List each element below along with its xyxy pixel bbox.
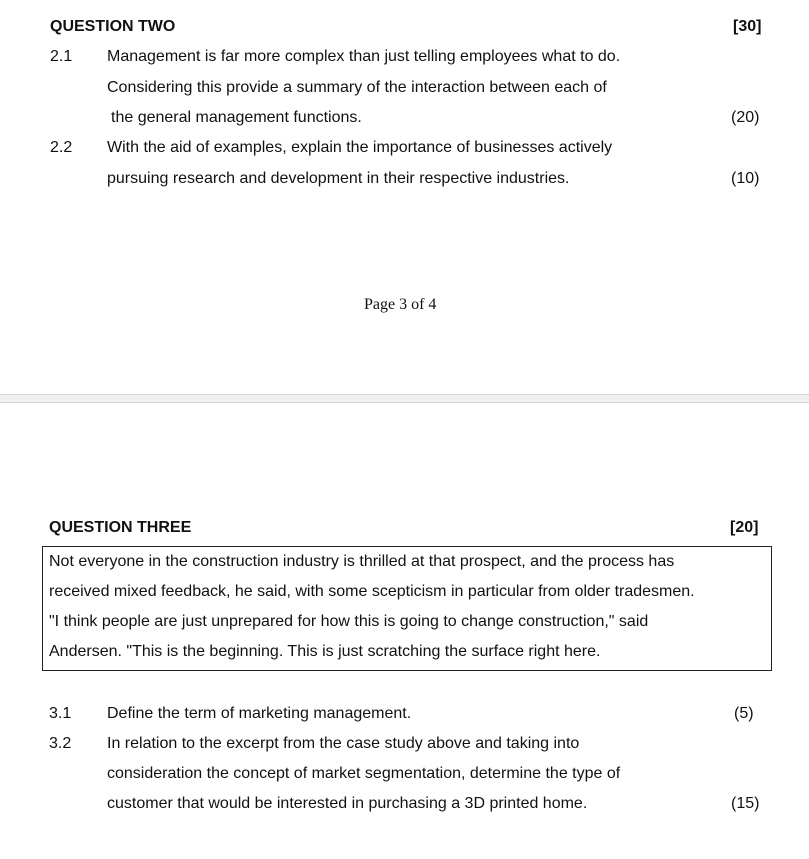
question-3-2-marks: (15) <box>731 795 760 812</box>
question-three-total-marks: [20] <box>730 519 759 536</box>
excerpt-line-2: received mixed feedback, he said, with some scepticism in particular from older tradesmen. <box>49 583 695 600</box>
question-three-title: QUESTION THREE <box>49 519 192 536</box>
question-2-1-line-1: Management is far more complex than just telling employees what to do. <box>107 48 621 65</box>
page-break-divider <box>0 394 809 403</box>
excerpt-line-3: "I think people are just unprepared for how this is going to change construction," said <box>49 613 649 630</box>
excerpt-line-4: Andersen. "This is the beginning. This is just scratching the surface right here. <box>49 643 601 660</box>
question-2-2-number: 2.2 <box>50 139 73 156</box>
question-3-2-line-3: customer that would be interested in purchasing a 3D printed home. <box>107 795 588 812</box>
question-2-2-line-2: pursuing research and development in their respective industries. <box>107 170 570 187</box>
question-two-total-marks: [30] <box>733 18 762 35</box>
question-3-2-number: 3.2 <box>49 735 72 752</box>
case-study-excerpt-box <box>42 546 772 671</box>
question-2-2-line-1: With the aid of examples, explain the importance of businesses actively <box>107 139 613 156</box>
question-2-1-number: 2.1 <box>50 48 73 65</box>
question-3-2-line-1: In relation to the excerpt from the case study above and taking into <box>107 735 580 752</box>
question-2-1-line-2: Considering this provide a summary of the interaction between each of <box>107 79 607 96</box>
question-3-1-marks: (5) <box>734 705 754 722</box>
page-footer: Page 3 of 4 <box>364 296 437 313</box>
question-two-title: QUESTION TWO <box>50 18 176 35</box>
question-3-1-line-1: Define the term of marketing management. <box>107 705 412 722</box>
question-3-1-number: 3.1 <box>49 705 72 722</box>
question-2-1-marks: (20) <box>731 109 760 126</box>
question-2-1-line-3: the general management functions. <box>111 109 362 126</box>
question-3-2-line-2: consideration the concept of market segmentation, determine the type of <box>107 765 621 782</box>
excerpt-line-1: Not everyone in the construction industry is thrilled at that prospect, and the process has <box>49 553 675 570</box>
question-2-2-marks: (10) <box>731 170 760 187</box>
